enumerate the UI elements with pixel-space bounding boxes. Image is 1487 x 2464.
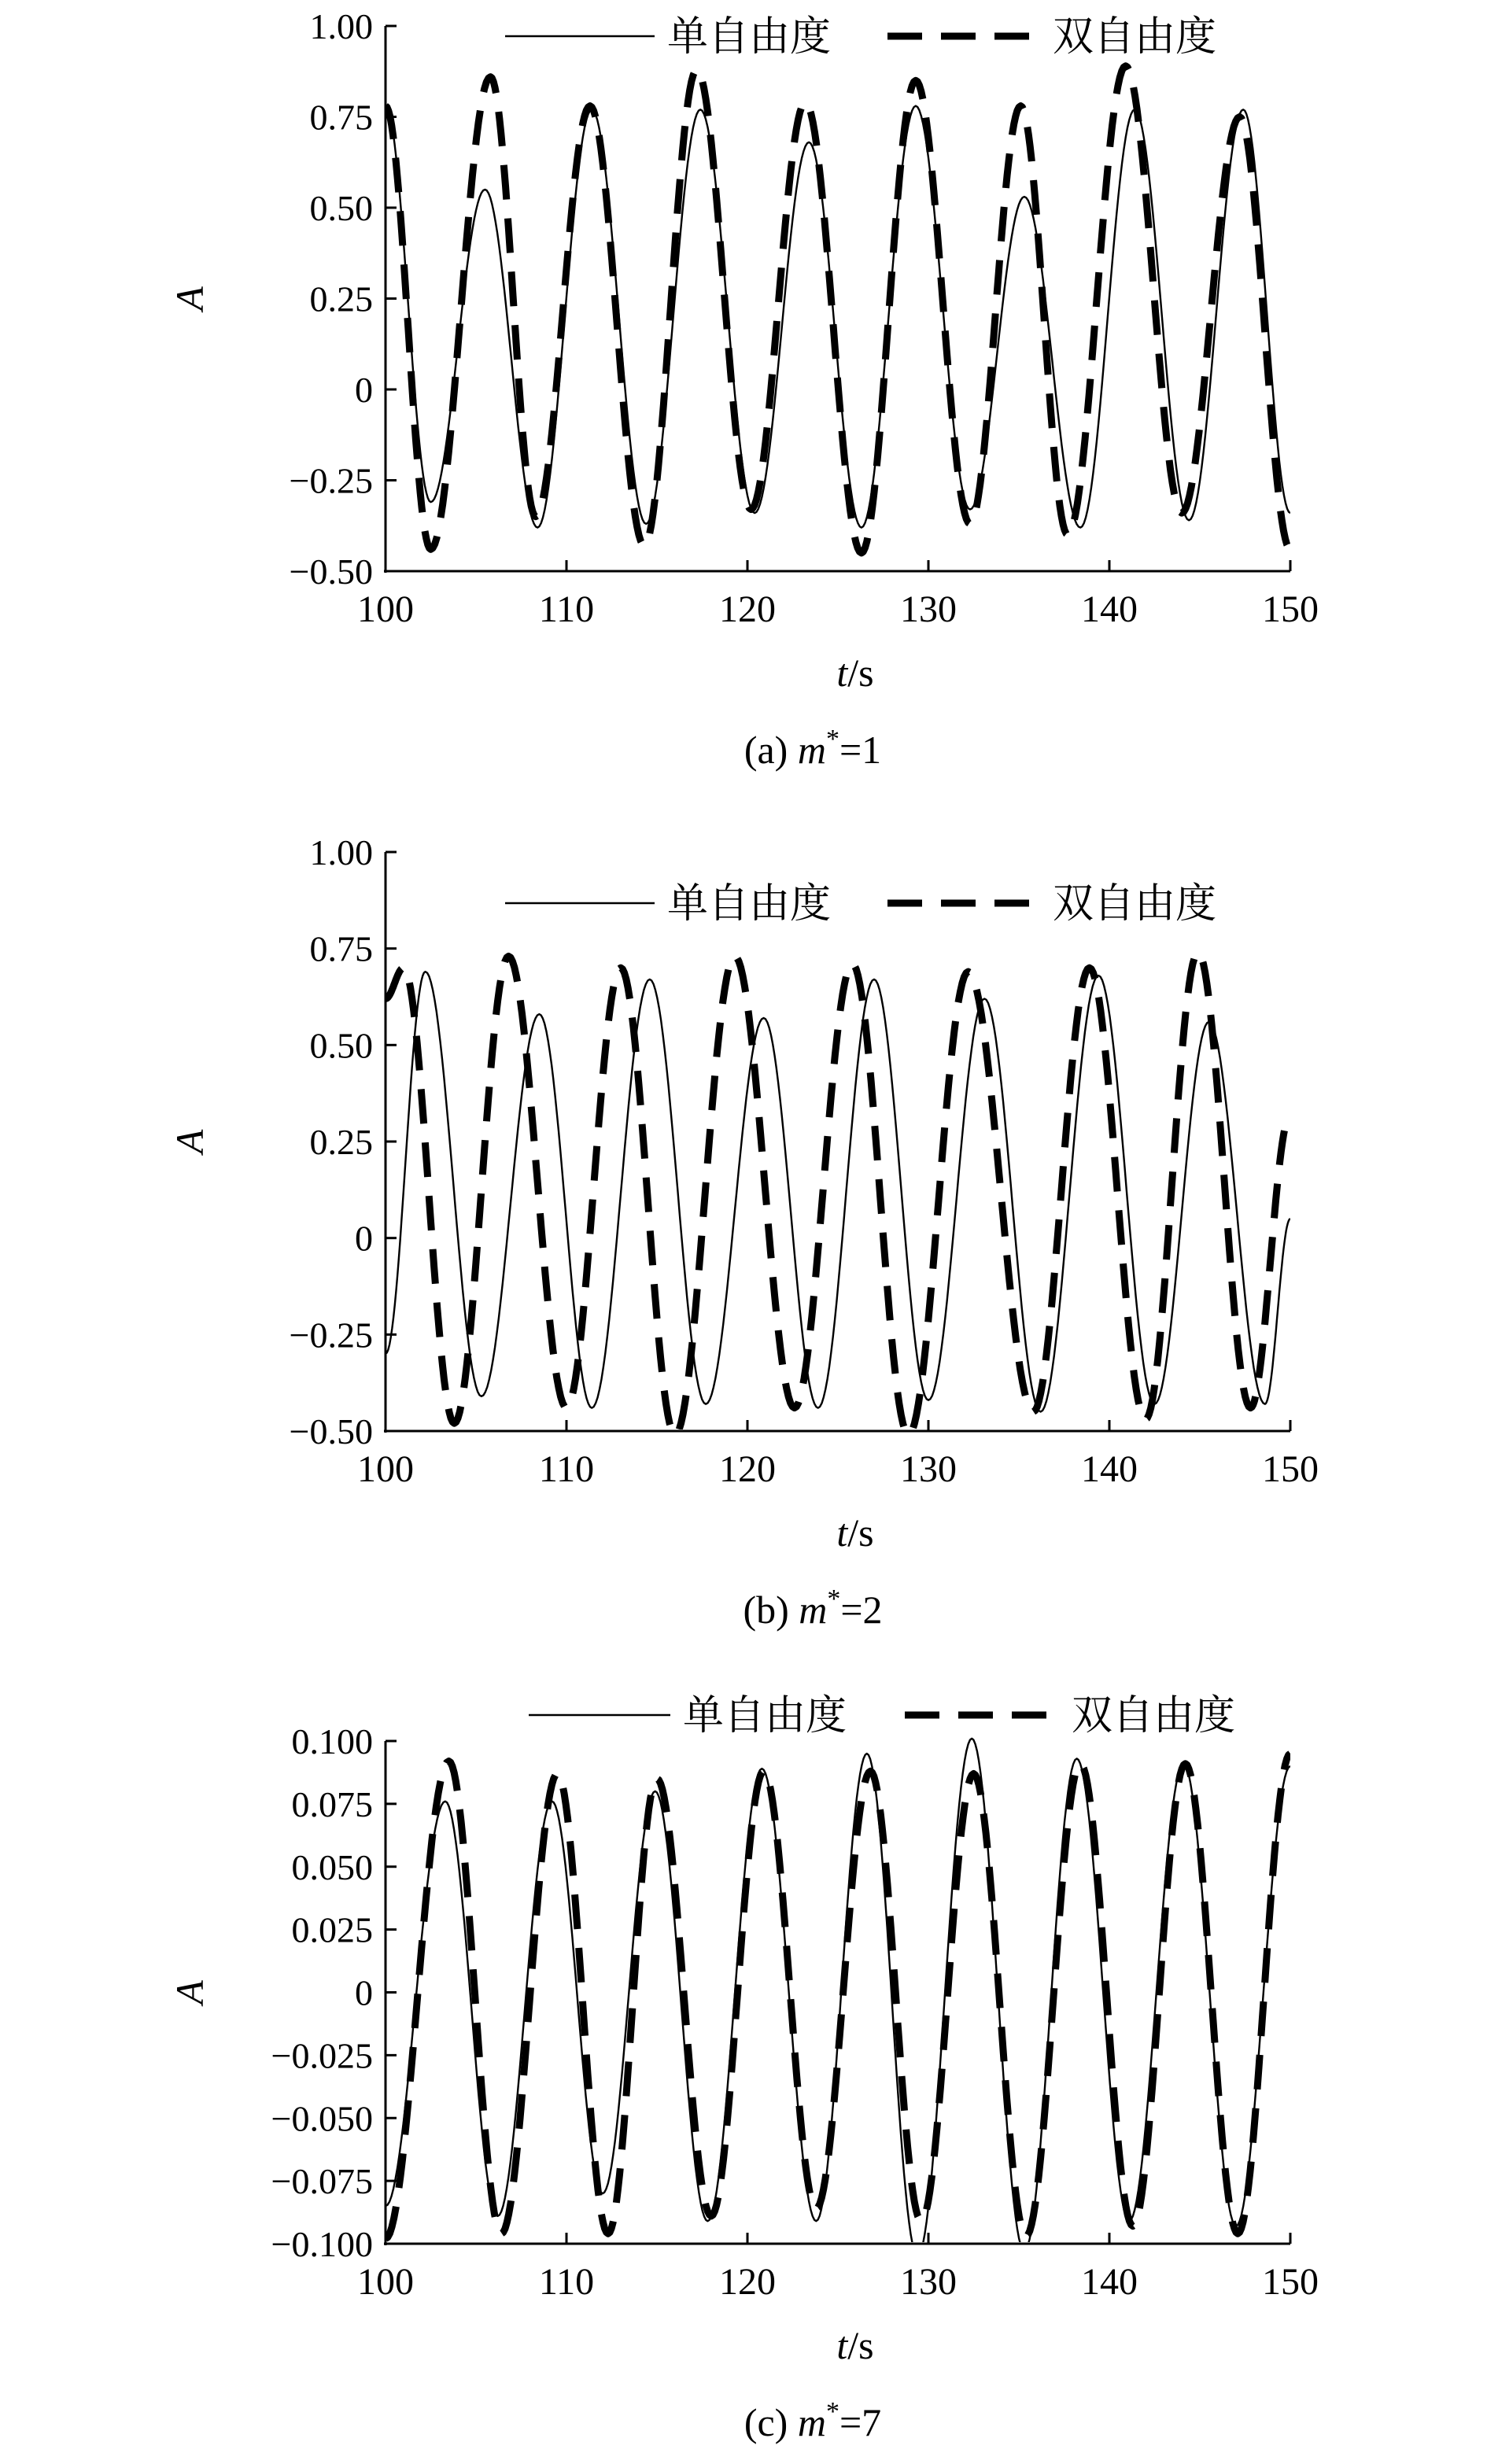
- caption-sup: *: [825, 2397, 839, 2426]
- chart-panel-c: [168, 1694, 1319, 2444]
- legend-label-1: 单自由度: [667, 15, 832, 60]
- x-tick-label: 140: [1081, 588, 1138, 630]
- legend: [505, 882, 1216, 927]
- x-tick-label: 110: [538, 1448, 595, 1490]
- caption-suffix: =7: [839, 2400, 882, 2444]
- x-tick-label: 100: [357, 1448, 414, 1490]
- x-axis-label: [836, 651, 873, 695]
- series-line-1: [386, 1739, 1290, 2256]
- x-tick-label: 130: [900, 1448, 957, 1490]
- caption-suffix: =1: [839, 728, 882, 772]
- series-line-2: [386, 953, 1290, 1435]
- caption-var: m: [799, 1588, 828, 1632]
- y-axis-label: A: [168, 286, 212, 311]
- y-tick-label: 0: [355, 1218, 373, 1259]
- series-line-2: [386, 66, 1290, 553]
- caption-sup: *: [827, 1584, 841, 1614]
- x-axis-label: [836, 2323, 873, 2367]
- panel-caption: [744, 725, 881, 772]
- x-axis-label-var: t: [836, 2323, 848, 2367]
- chart-panel-b: [168, 832, 1319, 1632]
- x-tick-label: 110: [538, 588, 595, 630]
- y-tick-label: −0.50: [289, 1411, 373, 1451]
- x-tick-label: 120: [719, 1448, 776, 1490]
- x-tick-label: 100: [357, 588, 414, 630]
- caption-suffix: =2: [840, 1588, 883, 1632]
- x-tick-label: 120: [719, 588, 776, 630]
- y-tick-label: 0.100: [291, 1721, 373, 1761]
- y-tick-label: 0.050: [291, 1846, 373, 1887]
- legend-label-2: 双自由度: [1053, 15, 1217, 60]
- caption-prefix: (a): [744, 728, 798, 772]
- y-tick-label: 0: [355, 370, 373, 410]
- x-tick-label: 120: [719, 2261, 776, 2303]
- y-tick-label: −0.25: [289, 460, 373, 501]
- x-tick-label: 150: [1262, 2261, 1319, 2303]
- y-tick-label: −0.075: [271, 2161, 373, 2202]
- y-tick-label: −0.050: [271, 2098, 373, 2139]
- y-tick-label: −0.100: [271, 2224, 373, 2264]
- caption-prefix: (b): [743, 1588, 799, 1632]
- y-tick-label: 0: [355, 1972, 373, 2013]
- caption-sup: *: [825, 725, 839, 754]
- y-tick-label: 0.75: [309, 97, 373, 138]
- caption-var: m: [797, 728, 826, 772]
- y-tick-label: 0.075: [291, 1783, 373, 1824]
- y-tick-label: −0.50: [289, 551, 373, 592]
- y-tick-label: 0.025: [291, 1909, 373, 1950]
- x-tick-label: 150: [1262, 1448, 1319, 1490]
- series-line-2: [386, 1754, 1290, 2239]
- x-axis-label-var: t: [836, 1510, 848, 1555]
- y-tick-label: 0.25: [309, 278, 373, 319]
- x-axis-label-unit: /s: [847, 651, 874, 695]
- legend-label-1: 单自由度: [683, 1694, 847, 1739]
- y-tick-label: 0.25: [309, 1122, 373, 1162]
- x-axis-label-var: t: [836, 651, 848, 695]
- y-tick-label: 0.50: [309, 188, 373, 228]
- x-tick-label: 140: [1081, 1448, 1138, 1490]
- legend-label-2: 双自由度: [1072, 1694, 1236, 1739]
- legend-label-1: 单自由度: [667, 882, 832, 927]
- x-tick-label: 150: [1262, 588, 1319, 630]
- panel-caption: [743, 1584, 882, 1632]
- y-axis-label: A: [168, 1980, 212, 2005]
- x-axis-label-unit: /s: [847, 1510, 874, 1555]
- legend-label-2: 双自由度: [1053, 882, 1217, 927]
- x-tick-label: 140: [1081, 2261, 1138, 2303]
- y-tick-label: −0.025: [271, 2035, 373, 2076]
- x-tick-label: 130: [900, 588, 957, 630]
- caption-prefix: (c): [744, 2400, 798, 2444]
- y-tick-label: −0.25: [289, 1315, 373, 1356]
- legend: [529, 1694, 1235, 1739]
- x-tick-label: 110: [538, 2261, 595, 2303]
- panel-caption: [744, 2397, 881, 2444]
- y-tick-label: 1.00: [309, 832, 373, 872]
- x-axis-label-unit: /s: [847, 2323, 874, 2367]
- x-tick-label: 100: [357, 2261, 414, 2303]
- y-axis-label: A: [168, 1129, 212, 1154]
- caption-var: m: [797, 2400, 826, 2444]
- x-tick-label: 130: [900, 2261, 957, 2303]
- x-axis-label: [836, 1510, 873, 1555]
- y-tick-label: 0.75: [309, 928, 373, 969]
- y-tick-label: 1.00: [309, 6, 373, 46]
- legend: [505, 15, 1216, 60]
- y-tick-label: 0.50: [309, 1025, 373, 1066]
- chart-panel-a: [168, 6, 1319, 772]
